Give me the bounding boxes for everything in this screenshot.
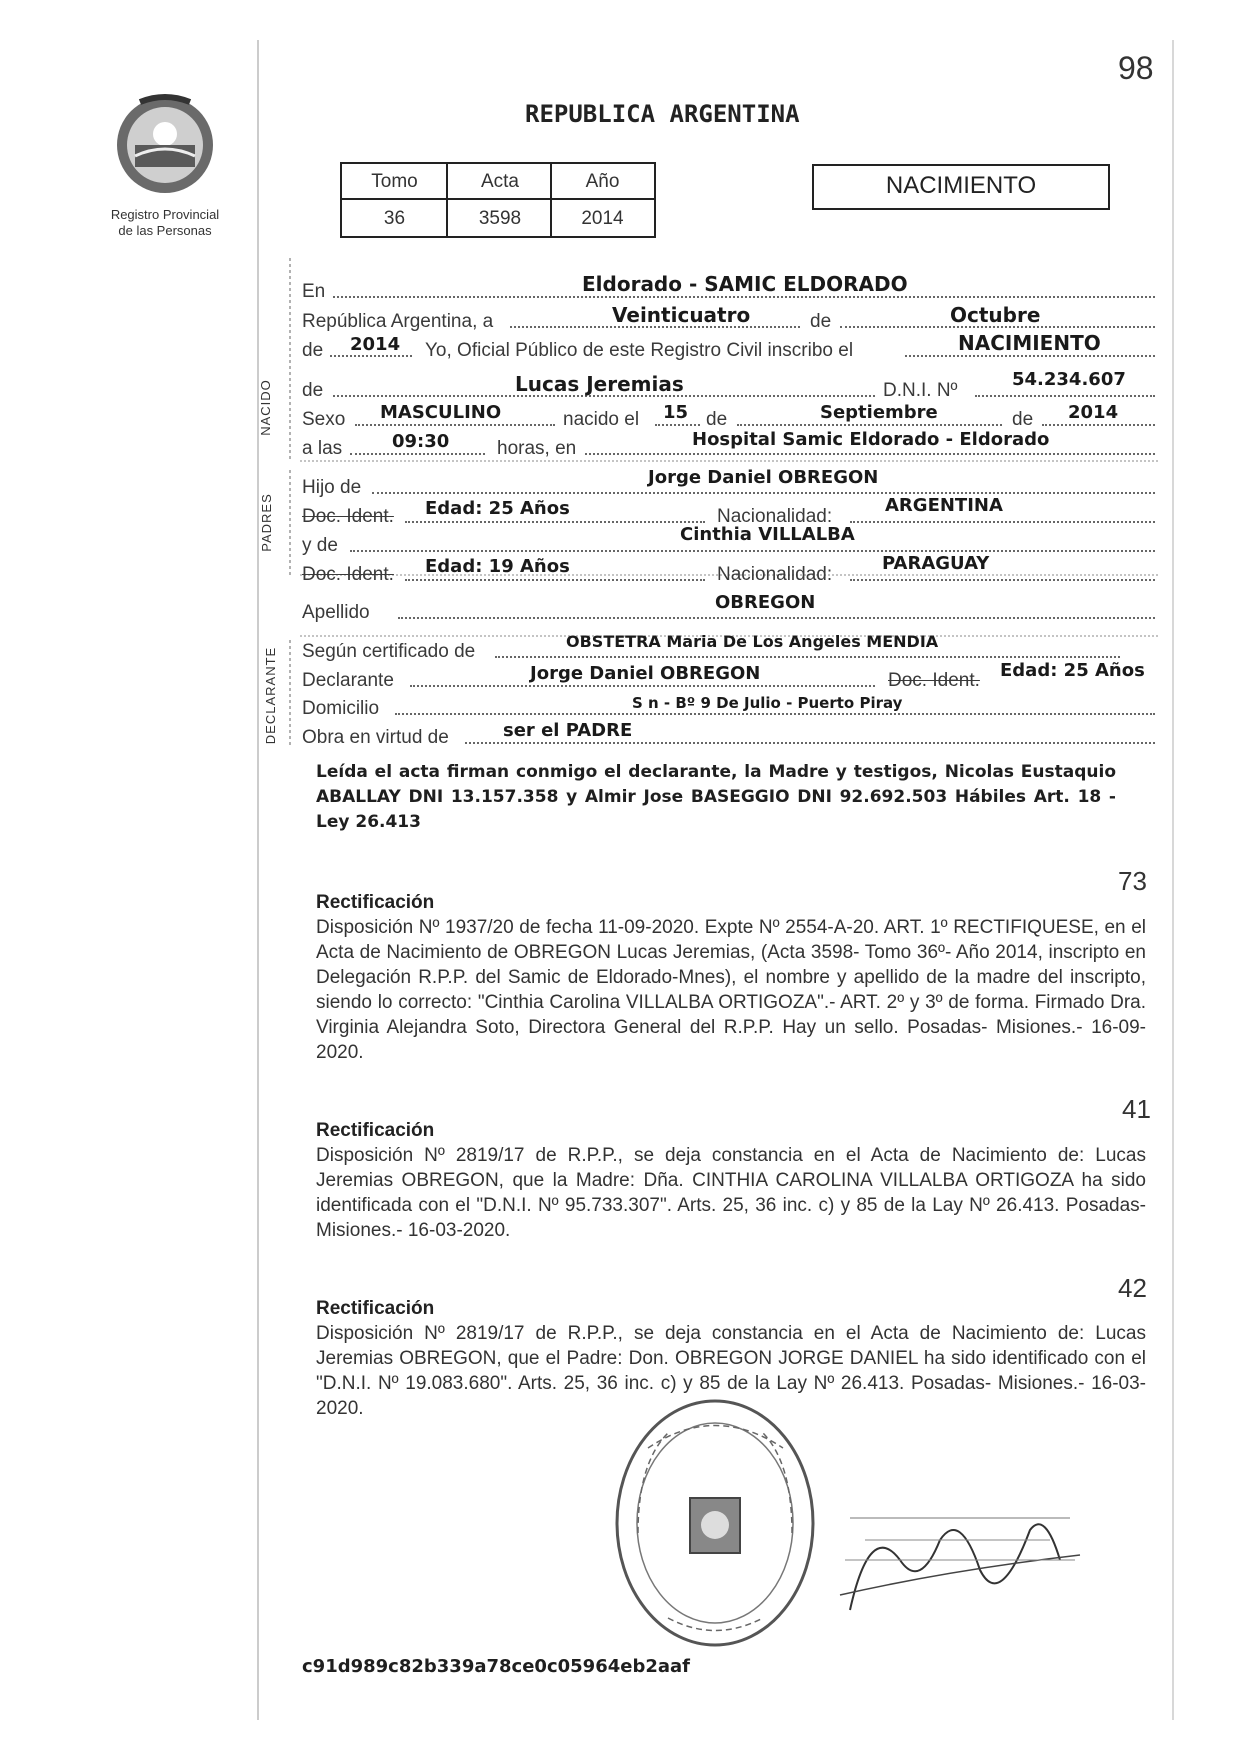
value-mes-nac: Septiembre [820, 402, 938, 423]
document-hash: c91d989c82b339a78ce0c05964eb2aaf [302, 1656, 690, 1677]
label-apellido: Apellido [302, 602, 370, 623]
signature-block [830, 1500, 1090, 1630]
label-doc-ident-3: Doc. Ident. [888, 670, 980, 691]
handwritten-signature-icon [830, 1500, 1090, 1630]
label-doc-ident-2: Doc. Ident. [302, 564, 394, 585]
value-nombre: Lucas Jeremias [515, 372, 684, 396]
dots-sexo [355, 424, 555, 426]
table-header-tomo: Tomo [371, 171, 418, 192]
dots-lugar-nac [585, 453, 1155, 455]
label-en: En [302, 281, 326, 302]
table-value-tomo: 36 [383, 208, 406, 229]
value-apellido: OBREGON [715, 592, 816, 613]
dots-anio [330, 355, 412, 357]
label-domicilio: Domicilio [302, 698, 380, 719]
value-edad-declarante: Edad: 25 Años [1000, 660, 1145, 681]
dots-edad-madre [405, 579, 705, 581]
rectification-3-text: Disposición Nº 2819/17 de R.P.P., se deja constancia en el Acta de Nacimiento de: Lucas Jeremias OBREGON, que el Padre: Don. OBREGON JORGE DANIEL ha sido identificado con el "D.N.I. Nº 19.083.680". Arts. 25, 36 inc. c) y 85 de la Lay Nº 26.413. Posadas- Misiones.- 16-03-2020. [316, 1323, 1146, 1419]
logo-caption-line1: Registro Provincial [110, 207, 220, 222]
label-nacionalidad-1: Nacionalidad: [717, 506, 833, 527]
label-de: de [810, 311, 832, 332]
dots-madre [350, 550, 1155, 552]
dots-apellido [398, 617, 1155, 619]
label-de2: de [706, 409, 728, 430]
value-madre: Cinthia VILLALBA [680, 524, 855, 545]
dots-edad-padre [405, 521, 705, 523]
label-de-name: de [302, 380, 324, 401]
value-lugar: Eldorado - SAMIC ELDORADO [582, 272, 908, 296]
dots-declarante [410, 685, 875, 687]
dots-mes-nac [737, 424, 1002, 426]
value-anio-nac: 2014 [1068, 402, 1119, 423]
value-padre: Jorge Daniel OBREGON [648, 467, 879, 488]
label-hijo-de: Hijo de [302, 477, 362, 498]
label-segun: Según certificado de [302, 641, 476, 662]
dots-lugar [333, 296, 1155, 298]
value-dni: 54.234.607 [1012, 369, 1126, 390]
value-mes: Octubre [950, 303, 1041, 327]
record-type: NACIMIENTO [885, 172, 1037, 199]
dots-tipo [905, 355, 1155, 357]
label-yo: Yo, Oficial Público de este Registro Civil inscribo el [425, 340, 854, 361]
value-sexo: MASCULINO [380, 402, 502, 423]
label-horas-en: horas, en [497, 438, 577, 459]
rectification-2-number: 41 [1122, 1094, 1151, 1124]
label-declarante: Declarante [302, 670, 394, 691]
label-nacido-el: nacido el [563, 409, 640, 430]
label-republica: República Argentina, a [302, 311, 494, 332]
side-label-nacido: NACIDO [257, 379, 273, 436]
label-a-las: a las [302, 438, 343, 459]
value-anio: 2014 [350, 334, 401, 355]
document-title: REPUBLICA ARGENTINA [525, 100, 800, 128]
closing-statement: Leída el acta firman conmigo el declarante, la Madre y testigos, Nicolas Eustaquio ABALLAY DNI 13.157.358 y Almir Jose BASEGGIO DNI 92.692.503 Hábiles Art. 18 - Ley 26.413 [316, 762, 1116, 832]
registry-stamp-icon [608, 1393, 823, 1653]
dots-domicilio [395, 713, 1155, 715]
official-stamp [608, 1393, 823, 1653]
dots-certificado [495, 656, 1120, 658]
table-header-anio: Año [585, 171, 620, 192]
value-hora: 09:30 [392, 431, 450, 452]
rectification-2-text: Disposición Nº 2819/17 de R.P.P., se deja constancia en el Acta de Nacimiento de: Lucas Jeremias OBREGON, que la Madre: Dña. CINTHIA CAROLINA VILLALBA ORTIGOZA ha sido identificada con el "D.N.I. Nº 95.733.307". Arts. 25, 36 inc. c) y 85 de la Lay Nº 26.413. Posadas- Misiones.- 16-03-2020. [316, 1145, 1146, 1241]
page-number: 98 [1118, 50, 1154, 86]
value-dia: Veinticuatro [612, 303, 751, 327]
label-de-year: de [302, 340, 324, 361]
rectification-1-heading: Rectificación [316, 892, 435, 913]
table-value-anio: 2014 [581, 208, 624, 229]
value-certificado: OBSTETRA Maria De Los Angeles MENDIA [566, 632, 939, 651]
value-nac-madre: PARAGUAY [882, 553, 990, 574]
label-obra: Obra en virtud de [302, 727, 449, 748]
dots-nac-madre [850, 579, 1155, 581]
dots-dni [975, 395, 1155, 397]
label-de3: de [1012, 409, 1034, 430]
rectification-1-text: Disposición Nº 1937/20 de fecha 11-09-2020. Expte Nº 2554-A-20. ART. 1º RECTIFIQUESE, en el Acta de Nacimiento de OBREGON Lucas Jeremias, (Acta 3598- Tomo 36º- Año 2014, inscripto en Delegación R.P.P. del Samic de Eldorado-Mnes), el nombre y apellido de la madre del inscripto, siendo lo correcto: "Cinthia Carolina VILLALBA ORTIGOZA".- ART. 2º y 3º de forma. Firmado Dra. Virginia Alejandra Soto, Directora General del R.P.P. Hay un sello. Posadas- Misiones.- 16-09-2020. [316, 917, 1146, 1063]
value-edad-madre: Edad: 19 Años [425, 556, 570, 577]
label-sexo: Sexo [302, 409, 346, 430]
dots-padre [372, 492, 1155, 494]
side-label-padres: PADRES [258, 493, 274, 552]
dots-anio-nac [1042, 424, 1155, 426]
dots-obra [465, 742, 1155, 744]
dots-hora [350, 453, 485, 455]
rectification-3-number: 42 [1118, 1273, 1147, 1303]
value-dia-nac: 15 [663, 402, 689, 423]
value-nac-padre: ARGENTINA [885, 495, 1003, 516]
label-nacionalidad-2: Nacionalidad: [717, 564, 833, 585]
table-header-acta: Acta [480, 171, 520, 192]
value-lugar-nac: Hospital Samic Eldorado - Eldorado [692, 429, 1050, 450]
value-domicilio: S n - Bº 9 De Julio - Puerto Piray [632, 694, 903, 712]
label-y-de: y de [302, 535, 338, 556]
value-obra: ser el PADRE [503, 720, 633, 741]
dots-dia-nac [655, 424, 700, 426]
value-tipo: NACIMIENTO [958, 331, 1101, 355]
value-declarante: Jorge Daniel OBREGON [530, 663, 761, 684]
label-doc-ident-1: Doc. Ident. [302, 506, 394, 527]
rectification-3-heading: Rectificación [316, 1298, 435, 1319]
dots-nac-padre [850, 521, 1155, 523]
side-label-declarante: DECLARANTE [263, 646, 279, 745]
value-edad-padre: Edad: 25 Años [425, 498, 570, 519]
rectification-2-heading: Rectificación [316, 1120, 435, 1141]
label-dni: D.N.I. Nº [883, 380, 958, 401]
table-value-acta: 3598 [478, 208, 522, 229]
logo-caption-line2: de las Personas [118, 223, 212, 238]
rectification-1-number: 73 [1118, 866, 1147, 896]
